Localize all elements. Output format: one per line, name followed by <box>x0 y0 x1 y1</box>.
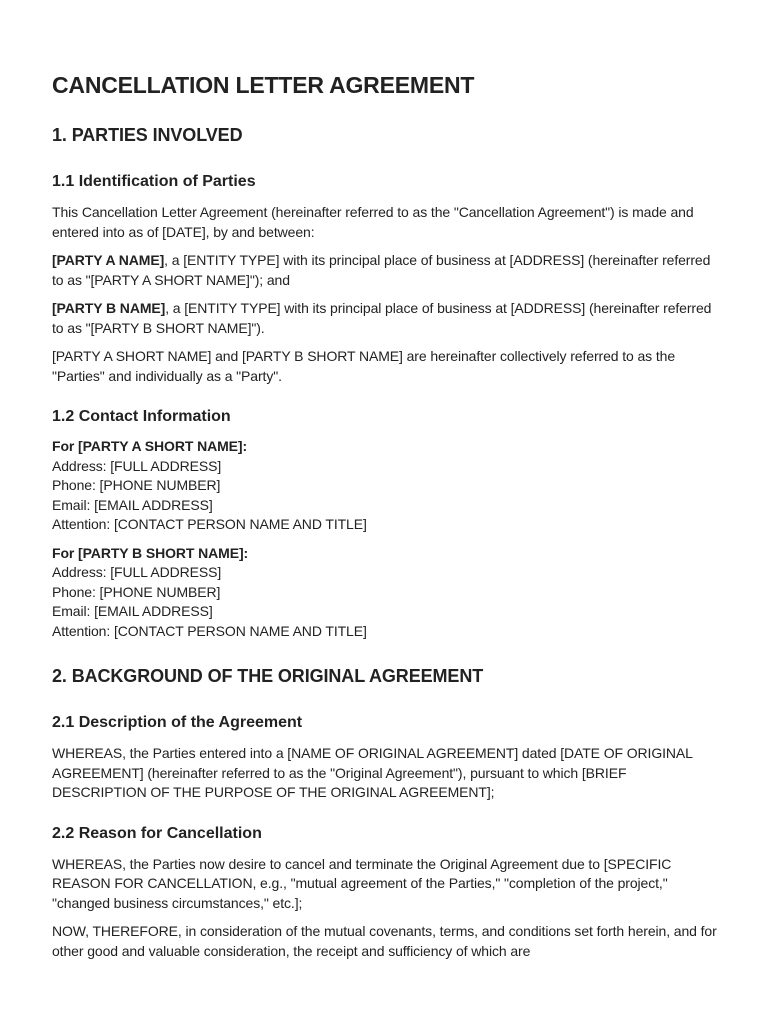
party-b-contact-label: For [PARTY B SHORT NAME]: <box>52 544 249 561</box>
party-a-details: , a [ENTITY TYPE] with its principal place of business at [ADDRESS] (hereinafter referred to as "[PARTY A SHORT NAME]"); and <box>52 252 711 288</box>
section-1-2-heading: 1.2 Contact Information <box>52 408 231 425</box>
description-paragraph: WHEREAS, the Parties entered into a [NAME OF ORIGINAL AGREEMENT] dated [DATE OF ORIGINAL AGREEMENT] (hereinafter referred to as the "Original Agreement"), pursuant to which [BRIEF DESCRIPTION OF THE PURPOSE OF THE ORIGINAL AGREEMENT]; <box>52 745 693 800</box>
consideration-paragraph: NOW, THEREFORE, in consideration of the mutual covenants, terms, and conditions set forth herein, and for other good and valuable consideration, the receipt and sufficiency of which are <box>52 923 717 959</box>
reason-paragraph: WHEREAS, the Parties now desire to cancel and terminate the Original Agreement due to [SPECIFIC REASON FOR CANCELLATION, e.g., "mutual agreement of the Parties," "completion of the project," "changed business circumstances," etc.]; <box>52 855 672 911</box>
party-b-attention: Attention: [CONTACT PERSON NAME AND TITLE] <box>52 622 367 639</box>
party-b-name: [PARTY B NAME] <box>52 300 166 316</box>
section-1-heading: 1. PARTIES INVOLVED <box>52 125 243 145</box>
section-1-1-heading: 1.1 Identification of Parties <box>52 173 256 190</box>
party-a-contact-label: For [PARTY A SHORT NAME]: <box>52 438 248 454</box>
section-2-heading: 2. BACKGROUND OF THE ORIGINAL AGREEMENT <box>52 666 484 686</box>
party-b-address: Address: [FULL ADDRESS] <box>52 564 222 580</box>
document-body <box>52 70 720 961</box>
party-b-email: Email: [EMAIL ADDRESS] <box>52 603 213 619</box>
party-b-phone: Phone: [PHONE NUMBER] <box>52 583 221 600</box>
section-2-2-heading: 2.2 Reason for Cancellation <box>52 824 262 842</box>
party-a-paragraph <box>52 251 720 290</box>
party-b-paragraph <box>52 299 720 338</box>
party-b-details: , a [ENTITY TYPE] with its principal place of business at [ADDRESS] (hereinafter referred to as "[PARTY B SHORT NAME]"). <box>52 300 712 336</box>
party-b-contact-block <box>52 544 720 642</box>
intro-paragraph: This Cancellation Letter Agreement (hereinafter referred to as the "Cancellation Agreement") is made and entered into as of [DATE], by and between: <box>52 204 694 240</box>
section-2-1-heading: 2.1 Description of the Agreement <box>52 714 303 731</box>
party-a-phone: Phone: [PHONE NUMBER] <box>52 477 221 493</box>
party-a-name: [PARTY A NAME] <box>52 252 165 268</box>
document-title: CANCELLATION LETTER AGREEMENT <box>52 72 475 98</box>
party-a-contact-block <box>52 437 720 535</box>
collective-paragraph: [PARTY A SHORT NAME] and [PARTY B SHORT NAME] are hereinafter collectively referred to as the "Parties" and individually as a "Party". <box>52 348 676 384</box>
party-a-email: Email: [EMAIL ADDRESS] <box>52 496 213 513</box>
party-a-address: Address: [FULL ADDRESS] <box>52 457 222 474</box>
party-a-attention: Attention: [CONTACT PERSON NAME AND TITLE] <box>52 516 367 532</box>
